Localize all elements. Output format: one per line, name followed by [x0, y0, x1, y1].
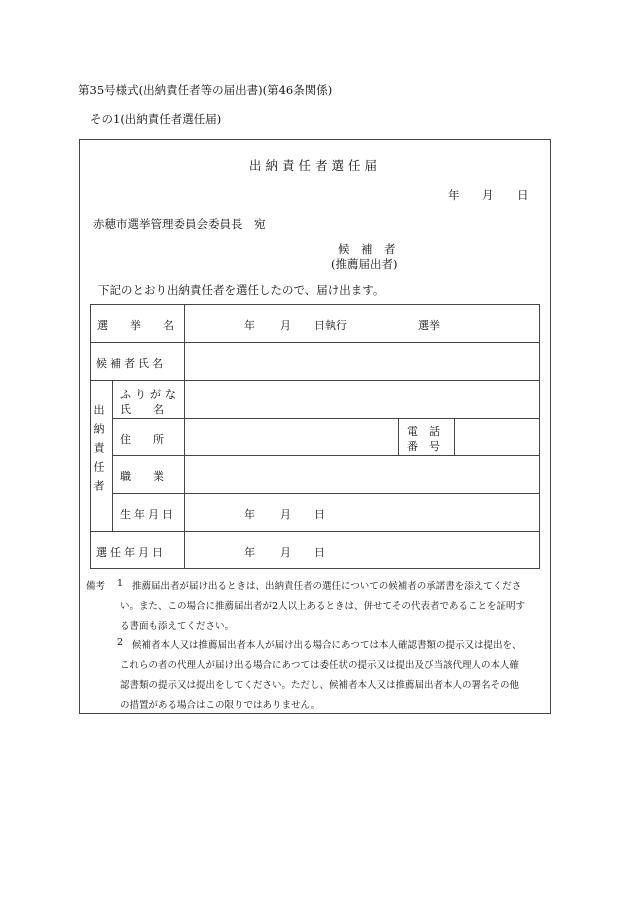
intro-text: 下記のとおり出納責任者を選任したので、届け出ます。 — [98, 283, 385, 297]
appointed-day: 日 — [314, 546, 325, 559]
notes-label: 備考 — [86, 581, 106, 592]
table-divider — [398, 418, 399, 455]
birthdate-label: 生年月日 — [120, 508, 176, 521]
birth-month: 月 — [280, 508, 291, 521]
birth-day: 日 — [314, 508, 325, 521]
election-name-label: 選 挙 名 — [97, 319, 174, 332]
election-month: 月 — [280, 319, 291, 332]
table-divider — [184, 304, 185, 569]
phone-label-line1: 電 話 — [407, 425, 440, 438]
note-2-line-2: これらの者の代理人が届け出る場合にあつては委任状の提示又は提出及び当該代理人の本人確 — [120, 660, 520, 671]
note-2-number: 2 — [117, 637, 124, 648]
note-1-number: 1 — [117, 578, 124, 589]
table-divider — [184, 418, 540, 419]
address-label: 住 所 — [120, 433, 164, 446]
candidate-sub-label: (推薦届出者) — [331, 257, 398, 271]
date-month: 月 — [482, 188, 494, 202]
birth-year: 年 — [244, 508, 255, 521]
note-2-line-3: 認書類の提示又は提出をしてください。ただし、候補者本人又は推薦届出者本人の署名その他 — [120, 680, 520, 691]
table-divider — [90, 531, 540, 532]
form-title: 出納責任者選任届 — [248, 158, 381, 173]
form-subtitle: その1(出納責任者選任届) — [90, 112, 222, 126]
table-divider — [90, 380, 540, 381]
election-exec-day: 日執行 — [314, 319, 347, 332]
table-divider — [112, 455, 540, 456]
appointed-date-label: 選任年月日 — [96, 546, 166, 559]
note-2-line-1: 候補者本人又は推薦届出者本人が届け出る場合にあつては本人確認書類の提示又は提出を、 — [132, 640, 522, 651]
table-divider — [112, 418, 184, 419]
addressee: 赤穂市選挙管理委員会委員長 宛 — [93, 217, 266, 231]
note-1-line-1: 推薦届出者が届け出るときは、出納責任者の選任についての候補者の承諾書を添えてくださ — [132, 581, 522, 592]
election-year: 年 — [244, 319, 255, 332]
manager-name-label: 氏 名 — [120, 403, 164, 416]
form-number-heading: 第35号様式(出納責任者等の届出書)(第46条関係) — [78, 83, 333, 97]
table-divider — [454, 418, 455, 455]
election-suffix: 選挙 — [418, 319, 440, 332]
note-2-line-4: の措置がある場合はこの限りではありません。 — [120, 700, 321, 711]
note-1-line-3: る書面も添えてください。 — [120, 621, 235, 632]
appointed-year: 年 — [244, 546, 255, 559]
candidate-label: 候 補 者 — [338, 242, 396, 256]
date-year: 年 — [448, 188, 460, 202]
manager-vertical-label: 出納責任者 — [92, 404, 105, 499]
candidate-name-label: 候補者氏名 — [96, 357, 166, 370]
table-divider — [90, 342, 540, 343]
furigana-label: ふりがな — [120, 388, 180, 401]
appointed-month: 月 — [280, 546, 291, 559]
date-day: 日 — [517, 188, 529, 202]
table-divider — [112, 380, 113, 531]
occupation-label: 職 業 — [120, 470, 164, 483]
phone-label-line2: 番 号 — [407, 440, 440, 453]
table-divider — [112, 493, 540, 494]
note-1-line-2: い。また、この場合に推薦届出者が2人以上あるときは、併せてその代表者であることを証明す — [120, 601, 526, 612]
